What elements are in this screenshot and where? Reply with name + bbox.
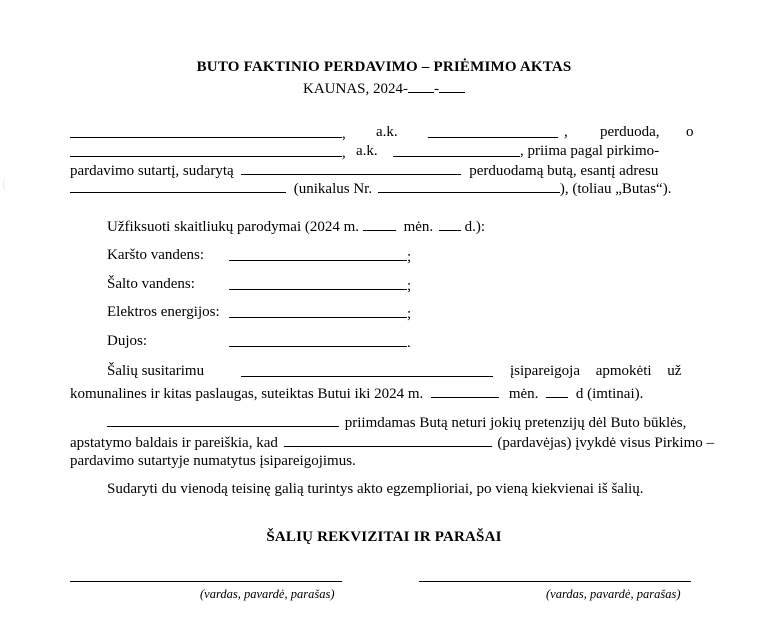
cold-water-label: Šalto vandens:	[107, 276, 195, 292]
p3-line1	[107, 412, 686, 432]
city-date-label: KAUNAS, 2024-	[303, 81, 408, 97]
address-blank	[70, 178, 286, 193]
signature-line-right	[419, 581, 691, 582]
readings-day-blank	[439, 216, 461, 231]
p2-line2-text: komunalines ir kitas paslaugas, suteiktas Butui iki 2024 m.	[70, 386, 424, 402]
hot-water-label: Karšto vandens:	[107, 247, 205, 263]
requisites-title: ŠALIŲ REKVIZITAI IR PARAŠAI	[266, 529, 502, 545]
electricity-row	[107, 303, 220, 321]
buyer-blank	[107, 412, 339, 427]
p3-line3: pardavimo sutartyje numatytus įsipareigojimus.	[70, 453, 356, 469]
p4-text: Sudaryti du vienodą teisinę galią turintys akto egzemplioriai, po vieną kiekvienai iš šalių.	[107, 481, 644, 497]
p3-apstatymo: apstatymo baldais ir pareiškia, kad	[70, 435, 278, 451]
readings-month-blank	[363, 216, 396, 231]
faint-background-text: (	[2, 178, 6, 190]
buyer-name-blank	[70, 142, 342, 157]
p2-month-blank	[431, 383, 499, 398]
day-blank	[439, 78, 465, 93]
gas-blank	[229, 332, 407, 347]
date-separator: -	[434, 81, 439, 97]
signature-caption-left: (vardas, pavardė, parašas)	[200, 587, 335, 601]
p2-day-blank	[546, 383, 568, 398]
document-title: BUTO FAKTINIO PERDAVIMO – PRIĖMIMO AKTAS	[196, 59, 572, 75]
p3-priimdamas: priimdamas Butą neturi jokių pretenzijų dėl Buto būklės,	[344, 415, 687, 431]
city-date-line	[0, 78, 768, 98]
p2-d: d (imtinai).	[575, 386, 644, 402]
seller-code-blank	[428, 123, 558, 138]
gas-row	[107, 332, 147, 350]
contract-date-blank	[241, 160, 461, 175]
p1-line2: , a.k. , priima pagal pirkimo-	[70, 142, 346, 162]
p1-priima: , priima pagal pirkimo-	[520, 143, 660, 159]
p1-perduodama: perduodamą butą, esantį adresu	[469, 163, 659, 179]
p1-toliau: ), (toliau „Butas“).	[559, 181, 672, 197]
p2-isipareigoja: įsipareigoja apmokėti už	[510, 363, 682, 379]
electricity-label: Elektros energijos:	[107, 304, 220, 320]
p3-pardavejas: (pardavėjas) įvykdė visus Pirkimo –	[497, 435, 714, 451]
p1-line3	[70, 160, 658, 180]
cold-water-row	[107, 275, 195, 293]
p1-line4	[70, 178, 671, 198]
party-blank	[241, 362, 493, 377]
p3-line2	[70, 432, 714, 452]
readings-intro: Užfiksuoti skaitliukų parodymai (2024 m.	[107, 219, 360, 235]
readings-intro-line	[107, 216, 485, 236]
p2-men: mėn.	[508, 386, 539, 402]
buyer-code-blank	[393, 142, 520, 157]
p1-ak2: a.k.	[356, 143, 378, 159]
p1-perduoda: perduoda,	[600, 124, 660, 140]
month-blank	[408, 78, 434, 93]
seller-name-blank	[70, 123, 342, 138]
readings-d: d.):	[464, 219, 486, 235]
p2-saliu: Šalių susitarimu	[107, 363, 205, 379]
p1-o: o	[686, 124, 694, 140]
p1-ak1: a.k.	[376, 124, 398, 140]
seller-blank	[284, 432, 492, 447]
gas-label: Dujos:	[107, 333, 148, 349]
hot-water-row	[107, 246, 204, 264]
p1-pardavimo: pardavimo sutartį, sudarytą	[70, 163, 234, 179]
unique-number-blank	[378, 178, 560, 193]
p2-line2	[70, 383, 643, 403]
cold-water-blank	[229, 275, 407, 290]
signature-caption-right: (vardas, pavardė, parašas)	[546, 587, 681, 601]
electricity-blank	[229, 303, 407, 318]
hot-water-blank	[229, 246, 407, 261]
readings-men: mėn.	[403, 219, 434, 235]
signature-line-left	[70, 581, 342, 582]
p1-line1: , a.k. , perduoda, o	[70, 123, 694, 143]
document-page: ( BUTO FAKTINIO PERDAVIMO – PRIĖMIMO AKTAS KAUNAS, 2024- - , a.k. , perduoda, o , a.k. , priima pagal pirkimo- pardavimo sutartį, sudarytą perduodamą butą, esantį adresu (unikalus Nr. ), (toliau „Butas“). Užfiksuoti skaitliukų parodymai (2024 m. mėn. d.): Karšto vandens: ; Šalto vandens: ; Elektros energijos: ; Dujos: . Šalių susitarimu įsipareigoja apmokėti už komunalines ir kitas paslaugas, suteiktas Butui iki 2024 m. mėn. d (imtinai). priimdamas Butą neturi jokių pretenzijų dėl Buto būklės, apstatymo baldais ir pareiškia, kad (pardavėjas) įvykdė visus Pirkimo – pardavimo sutartyje numatytus įsipareigojimus. Sudaryti du vienodą teisinę galią turintys akto egzemplioriai, po vieną kiekvienai iš šalių. ŠALIŲ REKVIZITAI IR PARAŠAI (vardas, pavardė, parašas) (vardas, pavardė, parašas)	[0, 0, 768, 636]
p1-unikalus: (unikalus Nr.	[293, 181, 373, 197]
